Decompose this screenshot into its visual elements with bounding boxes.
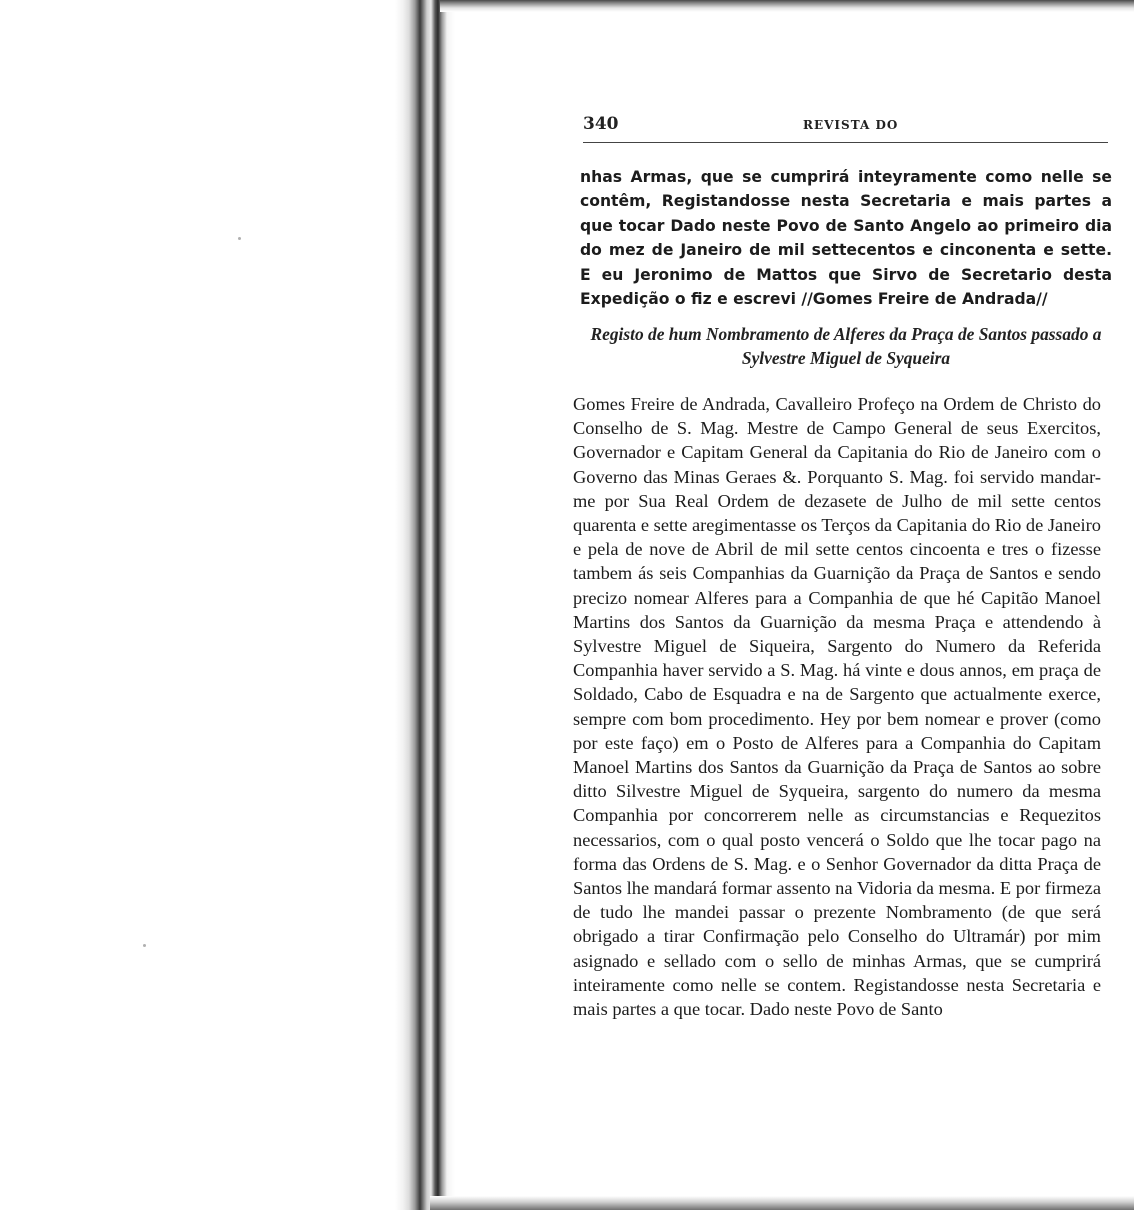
running-title: REVISTA DO — [803, 118, 899, 132]
page-top-edge — [440, 0, 1134, 12]
paper-speck — [238, 237, 241, 240]
page-bottom-edge — [430, 1196, 1134, 1210]
paragraph-body: Gomes Freire de Andrada, Cavalleiro Profeço na Ordem de Christo do Conselho de S. Mag. Mestre de Campo General de seus Exercitos, Governador e Capitam General da Capitania do Rio de Janeiro com o Governo das Minas Geraes &. Porquanto S. Mag. foi servido mandar-me por Sua Real Ordem de dezasete de Julho de mil sette centos quarenta e sette aregimentasse os Terços da Capitania do Rio de Janeiro e pela de nove de Abril de mil sette centos cincoenta e tres o fizesse tambem ás seis Companhias da Guarnição da Praça de Santos e sendo precizo nomear Alferes para a Companhia de que hé Capitão Manoel Martins dos Santos da Guarnição da mesma Praça e attendendo à Sylvestre Miguel de Siqueira, Sargento do Numero da Referida Companhia haver servido a S. Mag. há vinte e dous annos, em praça de Soldado, Cabo de Esquadra e na de Sargento que actualmente exerce, sempre com bom procedimento. Hey por bem nomear e prover (como por este faço) em o Posto de Alferes para a Companhia do Capitam Manoel Martins dos Santos da Guarnição da Praça de Santos ao sobre ditto Silvestre Miguel de Syqueira, sargento do numero da mesma Companhia por concorrerem nelle as circumstancias e Requezitos necessarios, com o qual posto vencerá o Soldo que lhe tocar pago na forma das Ordens de S. Mag. e o Senhor Governador da ditta Praça de Santos lhe mandará formar assento na Vidoria da mesma. E por firmeza de tudo lhe mandei passar o prezente Nombramento (de que será obrigado a tirar Confirmação pelo Conselho do Ultramár) por mim asignado e sellado com o sello de minhas Armas, que se cumprirá inteiramente como nelle se contem. Registandosse nesta Secretaria e mais partes a que tocar. Dado neste Povo de Santo — [573, 394, 1101, 1020]
paper-speck — [143, 944, 146, 947]
section-heading: Registo de hum Nombramento de Alferes da Praça de Santos passado a Sylvestre Miguel de Syqueira — [590, 324, 1102, 368]
book-binding-gutter — [395, 0, 455, 1210]
paragraph-continuation: nhas Armas, que se cumprirá inteyramente como nelle se contêm, Registandosse nesta Secretaria e mais partes a que tocar Dado neste Povo de Santo Angelo ao primeiro dia do mez de Janeiro de mil settecentos e cinconenta e sette. E eu Jeronimo de Mattos que Sirvo de Secretario desta Expedição o fiz e escrevi //Gomes Freire de Andrada// — [580, 168, 1112, 309]
page-header — [583, 112, 1108, 143]
page-number: 340 — [583, 114, 619, 134]
